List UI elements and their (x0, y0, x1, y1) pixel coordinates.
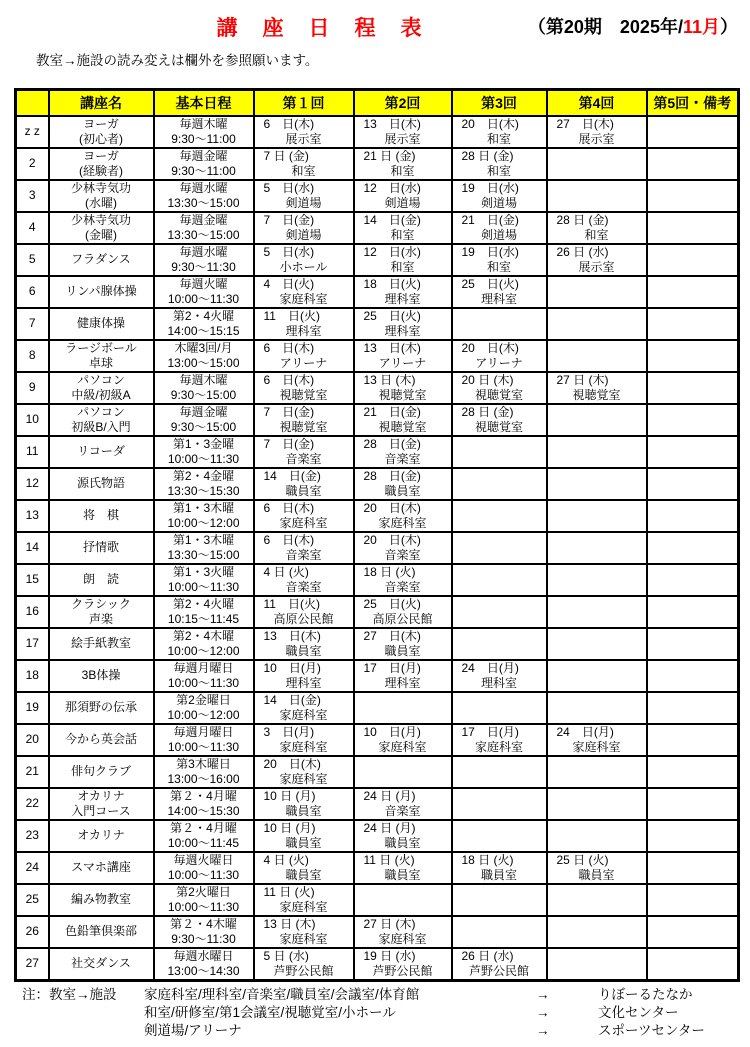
rooms-text: 和室/研修室/第1会議室/視聴覚室/小ホール (144, 1005, 396, 1020)
session-2: 28 日(金) 職員室 (354, 468, 452, 500)
session-4 (547, 500, 647, 532)
basic-schedule: 第2火曜日 10:00～11:30 (154, 884, 254, 916)
facility-name: スポーツセンター (598, 1023, 705, 1038)
session-5-remarks (647, 404, 739, 436)
basic-schedule: 毎週火曜日 10:00～11:30 (154, 852, 254, 884)
session-2: 13 日(木) 展示室 (354, 116, 452, 148)
basic-schedule: 第２・4月曜 14:00～15:30 (154, 788, 254, 820)
session-5-remarks (647, 564, 739, 596)
session-5-remarks (647, 244, 739, 276)
row-number: 15 (16, 564, 49, 596)
session-5-remarks (647, 148, 739, 180)
session-1: 5 日 (水) 芦野公民館 (254, 948, 354, 981)
session-1: 11 日(火) 理科室 (254, 308, 354, 340)
basic-schedule: 毎週水曜 13:30～15:00 (154, 180, 254, 212)
basic-schedule: 第2・4金曜 13:30～15:30 (154, 468, 254, 500)
basic-schedule: 第２・4月曜 10:00～11:45 (154, 820, 254, 852)
row-number: 6 (16, 276, 49, 308)
room-mapping-row (22, 986, 738, 1004)
session-3: 28 日 (金) 視聴覚室 (452, 404, 547, 436)
basic-schedule: 毎週金曜 9:30～11:00 (154, 148, 254, 180)
session-1: 7 日 (金) 和室 (254, 148, 354, 180)
table-row (16, 564, 739, 596)
session-4: 25 日 (火) 職員室 (547, 852, 647, 884)
course-name: リンパ腺体操 (49, 276, 154, 308)
session-3: 20 日 (木) 視聴覚室 (452, 372, 547, 404)
row-number: 20 (16, 724, 49, 756)
column-header-row-number (16, 90, 49, 116)
session-3: 24 日(月) 理科室 (452, 660, 547, 692)
row-number: 10 (16, 404, 49, 436)
room-mapping-row (22, 1004, 738, 1022)
session-1: 5 日(水) 剣道場 (254, 180, 354, 212)
session-2: 21 日(金) 視聴覚室 (354, 404, 452, 436)
row-number: 26 (16, 916, 49, 948)
session-4 (547, 820, 647, 852)
session-1: 4 日 (火) 音楽室 (254, 564, 354, 596)
session-5-remarks (647, 500, 739, 532)
session-4 (547, 404, 647, 436)
session-3 (452, 564, 547, 596)
session-3 (452, 596, 547, 628)
session-1: 11 日(火) 高原公民館 (254, 596, 354, 628)
session-3 (452, 884, 547, 916)
course-name: 少林寺気功 (金曜) (49, 212, 154, 244)
session-1: 6 日(木) 視聴覚室 (254, 372, 354, 404)
course-name: 社交ダンス (49, 948, 154, 981)
period-prefix: （第20期 2025年/ (527, 17, 683, 37)
session-4: 28 日 (金) 和室 (547, 212, 647, 244)
column-header-session-3: 第3回 (452, 90, 547, 116)
session-1: 4 日(火) 家庭科室 (254, 276, 354, 308)
row-number: 24 (16, 852, 49, 884)
table-row (16, 948, 739, 981)
session-1: 7 日(金) 音楽室 (254, 436, 354, 468)
session-2: 25 日(火) 高原公民館 (354, 596, 452, 628)
session-2: 28 日(金) 音楽室 (354, 436, 452, 468)
row-number: 4 (16, 212, 49, 244)
session-3: 17 日(月) 家庭科室 (452, 724, 547, 756)
row-number: 14 (16, 532, 49, 564)
table-row (16, 852, 739, 884)
course-name: 今から英会話 (49, 724, 154, 756)
facility-name: 文化センター (598, 1005, 679, 1020)
session-4 (547, 564, 647, 596)
session-5-remarks (647, 596, 739, 628)
session-4 (547, 660, 647, 692)
column-header-basic-schedule: 基本日程 (154, 90, 254, 116)
session-4 (547, 692, 647, 724)
row-number: 16 (16, 596, 49, 628)
course-name: ヨーガ (初心者) (49, 116, 154, 148)
session-4 (547, 884, 647, 916)
session-3: 18 日 (火) 職員室 (452, 852, 547, 884)
row-number: 5 (16, 244, 49, 276)
room-mapping-row (22, 1022, 738, 1040)
session-4 (547, 468, 647, 500)
table-row (16, 532, 739, 564)
session-3 (452, 532, 547, 564)
session-3 (452, 820, 547, 852)
session-1: 13 日 (木) 家庭科室 (254, 916, 354, 948)
session-5-remarks (647, 756, 739, 788)
session-3 (452, 788, 547, 820)
session-2: 12 日(水) 和室 (354, 244, 452, 276)
course-name: 抒情歌 (49, 532, 154, 564)
row-number: 8 (16, 340, 49, 372)
period-month: 11月 (682, 17, 720, 37)
session-3: 19 日(水) 和室 (452, 244, 547, 276)
session-4 (547, 916, 647, 948)
session-5-remarks (647, 884, 739, 916)
session-4 (547, 596, 647, 628)
session-4 (547, 532, 647, 564)
course-name: 将 棋 (49, 500, 154, 532)
row-number: 25 (16, 884, 49, 916)
session-1: 10 日 (月) 職員室 (254, 788, 354, 820)
course-name: 3B体操 (49, 660, 154, 692)
session-2: 20 日(木) 音楽室 (354, 532, 452, 564)
basic-schedule: 第1・3火曜 10:00～11:30 (154, 564, 254, 596)
session-5-remarks (647, 180, 739, 212)
session-2: 18 日 (火) 音楽室 (354, 564, 452, 596)
session-1: 3 日(月) 家庭科室 (254, 724, 354, 756)
session-3: 19 日(水) 剣道場 (452, 180, 547, 212)
session-4 (547, 436, 647, 468)
session-3 (452, 756, 547, 788)
table-row (16, 596, 739, 628)
session-2: 10 日(月) 家庭科室 (354, 724, 452, 756)
arrow-icon: → (536, 987, 550, 1002)
course-name: 絵手紙教室 (49, 628, 154, 660)
session-2: 20 日(木) 家庭科室 (354, 500, 452, 532)
session-2: 27 日(木) 職員室 (354, 628, 452, 660)
session-3: 28 日 (金) 和室 (452, 148, 547, 180)
course-name: オカリナ (49, 820, 154, 852)
course-name: フラダンス (49, 244, 154, 276)
session-2: 27 日 (木) 家庭科室 (354, 916, 452, 948)
table-row (16, 500, 739, 532)
session-4: 26 日 (水) 展示室 (547, 244, 647, 276)
row-number: 11 (16, 436, 49, 468)
row-number: 18 (16, 660, 49, 692)
course-name: 俳句クラブ (49, 756, 154, 788)
session-1: 14 日(金) 家庭科室 (254, 692, 354, 724)
course-name: パソコン 初級B/入門 (49, 404, 154, 436)
basic-schedule: 毎週水曜 9:30～11:30 (154, 244, 254, 276)
row-number: 19 (16, 692, 49, 724)
schedule-table-body (16, 116, 739, 981)
session-4: 27 日(木) 展示室 (547, 116, 647, 148)
basic-schedule: 第2・4火曜 14:00～15:15 (154, 308, 254, 340)
course-name: オカリナ 入門コース (49, 788, 154, 820)
basic-schedule: 第2金曜日 10:00～12:00 (154, 692, 254, 724)
course-name: 編み物教室 (49, 884, 154, 916)
table-row (16, 628, 739, 660)
session-4 (547, 340, 647, 372)
row-number: 23 (16, 820, 49, 852)
session-1: 6 日(木) 音楽室 (254, 532, 354, 564)
session-4 (547, 788, 647, 820)
basic-schedule: 毎週木曜 9:30～11:00 (154, 116, 254, 148)
table-row (16, 724, 739, 756)
session-5-remarks (647, 948, 739, 981)
subtitle-note: 教室→施設の読み変えは欄外を参照願います。 (36, 53, 319, 68)
session-1: 7 日(金) 剣道場 (254, 212, 354, 244)
session-4: 24 日(月) 家庭科室 (547, 724, 647, 756)
session-3 (452, 308, 547, 340)
row-number: 3 (16, 180, 49, 212)
session-2: 13 日 (木) 視聴覚室 (354, 372, 452, 404)
basic-schedule: 毎週火曜 10:00～11:30 (154, 276, 254, 308)
session-2: 11 日 (火) 職員室 (354, 852, 452, 884)
session-3 (452, 436, 547, 468)
column-header-session-4: 第4回 (547, 90, 647, 116)
note-label (22, 1004, 144, 1022)
session-5-remarks (647, 276, 739, 308)
session-4 (547, 756, 647, 788)
table-row (16, 244, 739, 276)
basic-schedule: 毎週水曜日 13:00～14:30 (154, 948, 254, 981)
session-2: 13 日(木) アリーナ (354, 340, 452, 372)
session-5-remarks (647, 852, 739, 884)
column-header-session-5-remarks: 第5回・備考 (647, 90, 739, 116)
session-4 (547, 148, 647, 180)
session-1: 14 日(金) 職員室 (254, 468, 354, 500)
session-1: 20 日(木) 家庭科室 (254, 756, 354, 788)
course-name: スマホ講座 (49, 852, 154, 884)
session-5-remarks (647, 660, 739, 692)
session-2: 25 日(火) 理科室 (354, 308, 452, 340)
session-4: 27 日 (木) 視聴覚室 (547, 372, 647, 404)
row-number: 17 (16, 628, 49, 660)
session-5-remarks (647, 372, 739, 404)
arrow-icon: → (536, 1005, 550, 1020)
rooms-text: 剣道場/アリーナ (144, 1023, 242, 1038)
row-number: 7 (16, 308, 49, 340)
basic-schedule: 第2・4火曜 10:15～11:45 (154, 596, 254, 628)
basic-schedule: 第3木曜日 13:00～16:00 (154, 756, 254, 788)
page-title: 講 座 日 程 表 (216, 17, 424, 40)
basic-schedule: 毎週月曜日 10:00～11:30 (154, 724, 254, 756)
session-5-remarks (647, 788, 739, 820)
table-row (16, 660, 739, 692)
session-3 (452, 628, 547, 660)
session-2 (354, 756, 452, 788)
course-name: 那須野の伝承 (49, 692, 154, 724)
basic-schedule: 第2・4木曜 10:00～12:00 (154, 628, 254, 660)
session-1: 13 日(木) 職員室 (254, 628, 354, 660)
table-row (16, 436, 739, 468)
session-5-remarks (647, 628, 739, 660)
session-5-remarks (647, 820, 739, 852)
session-5-remarks (647, 116, 739, 148)
schedule-table (14, 88, 740, 982)
course-name: ヨーガ (経験者) (49, 148, 154, 180)
arrow-icon: → (536, 1023, 550, 1038)
note-label (22, 1022, 144, 1040)
session-2: 17 日(月) 理科室 (354, 660, 452, 692)
session-2: 19 日 (水) 芦野公民館 (354, 948, 452, 981)
session-2: 21 日 (金) 和室 (354, 148, 452, 180)
session-1: 10 日 (月) 職員室 (254, 820, 354, 852)
session-4 (547, 948, 647, 981)
session-3: 25 日(火) 理科室 (452, 276, 547, 308)
header-row (16, 90, 739, 116)
course-name: リコーダ (49, 436, 154, 468)
basic-schedule: 第1・3木曜 10:00～12:00 (154, 500, 254, 532)
course-name: クラシック 声楽 (49, 596, 154, 628)
table-row (16, 916, 739, 948)
course-name: パソコン 中級/初級A (49, 372, 154, 404)
session-5-remarks (647, 724, 739, 756)
session-2: 14 日(金) 和室 (354, 212, 452, 244)
session-3: 21 日(金) 剣道場 (452, 212, 547, 244)
column-header-session-1: 第１回 (254, 90, 354, 116)
session-2 (354, 692, 452, 724)
session-3 (452, 692, 547, 724)
session-1: 10 日(月) 理科室 (254, 660, 354, 692)
rooms-text: 家庭科室/理科室/音楽室/職員室/会議室/体育館 (144, 987, 420, 1002)
session-2: 12 日(水) 剣道場 (354, 180, 452, 212)
table-row (16, 308, 739, 340)
row-number: 12 (16, 468, 49, 500)
session-5-remarks (647, 340, 739, 372)
column-header-session-2: 第2回 (354, 90, 452, 116)
row-number: 21 (16, 756, 49, 788)
session-2 (354, 884, 452, 916)
table-row (16, 340, 739, 372)
session-4 (547, 628, 647, 660)
title-bar (0, 12, 750, 42)
row-number: 27 (16, 948, 49, 981)
session-3 (452, 468, 547, 500)
session-1: 6 日(木) アリーナ (254, 340, 354, 372)
table-row (16, 116, 739, 148)
session-5-remarks (647, 692, 739, 724)
footer-notes (22, 986, 738, 1040)
table-row (16, 180, 739, 212)
table-row (16, 148, 739, 180)
session-5-remarks (647, 308, 739, 340)
row-number: 13 (16, 500, 49, 532)
session-4 (547, 308, 647, 340)
row-number: 2 (16, 148, 49, 180)
session-1: 11 日 (火) 家庭科室 (254, 884, 354, 916)
table-row (16, 884, 739, 916)
course-name: 少林寺気功 (水曜) (49, 180, 154, 212)
session-4 (547, 276, 647, 308)
session-3 (452, 500, 547, 532)
row-number: 9 (16, 372, 49, 404)
session-2: 24 日 (月) 音楽室 (354, 788, 452, 820)
basic-schedule: 毎週月曜日 10:00～11:30 (154, 660, 254, 692)
basic-schedule: 第1・3木曜 13:30～15:00 (154, 532, 254, 564)
session-5-remarks (647, 212, 739, 244)
basic-schedule: 第1・3金曜 10:00～11:30 (154, 436, 254, 468)
table-row (16, 404, 739, 436)
facility-name: りぼーるたなか (598, 987, 693, 1002)
period-suffix: ） (720, 17, 738, 37)
table-row (16, 468, 739, 500)
basic-schedule: 毎週金曜 13:30～15:00 (154, 212, 254, 244)
session-2: 24 日 (月) 職員室 (354, 820, 452, 852)
row-number: 22 (16, 788, 49, 820)
session-5-remarks (647, 468, 739, 500)
table-row (16, 788, 739, 820)
session-5-remarks (647, 532, 739, 564)
column-header-course-name: 講座名 (49, 90, 154, 116)
basic-schedule: 毎週金曜 9:30～15:00 (154, 404, 254, 436)
course-name: 健康体操 (49, 308, 154, 340)
session-3: 20 日(木) 和室 (452, 116, 547, 148)
basic-schedule: 木曜3回/月 13:00～15:00 (154, 340, 254, 372)
session-3 (452, 916, 547, 948)
note-label: 注：教室→施設 (22, 987, 117, 1002)
session-1: 4 日 (火) 職員室 (254, 852, 354, 884)
session-5-remarks (647, 436, 739, 468)
course-name: 色鉛筆倶楽部 (49, 916, 154, 948)
course-name: ラージボール 卓球 (49, 340, 154, 372)
session-4 (547, 180, 647, 212)
session-1: 6 日(木) 展示室 (254, 116, 354, 148)
table-row (16, 372, 739, 404)
table-row (16, 756, 739, 788)
course-name: 源氏物語 (49, 468, 154, 500)
session-1: 7 日(金) 視聴覚室 (254, 404, 354, 436)
table-row (16, 820, 739, 852)
table-row (16, 276, 739, 308)
session-3: 20 日(木) アリーナ (452, 340, 547, 372)
session-1: 6 日(木) 家庭科室 (254, 500, 354, 532)
session-1: 5 日(水) 小ホール (254, 244, 354, 276)
session-2: 18 日(火) 理科室 (354, 276, 452, 308)
row-number: z z (16, 116, 49, 148)
course-name: 朗 読 (49, 564, 154, 596)
basic-schedule: 毎週木曜 9:30～15:00 (154, 372, 254, 404)
basic-schedule: 第２・4木曜 9:30～11:30 (154, 916, 254, 948)
table-row (16, 212, 739, 244)
period-label (528, 13, 738, 39)
session-3: 26 日 (水) 芦野公民館 (452, 948, 547, 981)
table-row (16, 692, 739, 724)
session-5-remarks (647, 916, 739, 948)
